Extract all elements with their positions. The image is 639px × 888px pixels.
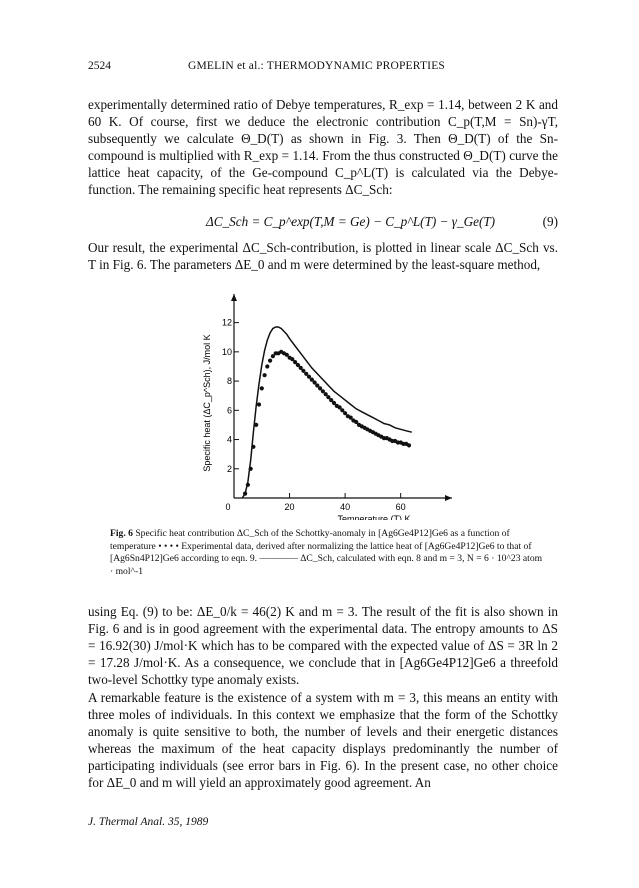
after-figure-paragraph [88,604,558,689]
after-figure-text: using Eq. (9) to be: ΔE_0/k = 46(2) K and m = 3. The result of the fit is also shown in Fig. 6 and is in good agreement with the experimental data. The entropy amounts to ΔS = 16.92(30) J/mol·K which has to be compared with the expected value of ΔS = 3R ln 2 = 17.28 J/mol·K. As a consequence, we conclude that in [Ag6Ge4P12]Ge6 a threefold two-level Schottky type anomaly exists. [88,604,558,687]
y-tick-label: 10 [221,346,232,357]
final-paragraph [88,690,558,791]
y-tick-label: 12 [221,317,232,328]
y-tick-label: 2 [226,463,232,474]
figure-6 [190,290,460,525]
data-point [263,373,267,377]
data-point [265,364,269,368]
data-point [254,423,258,427]
running-title: GMELIN et al.: THERMODYNAMIC PROPERTIES [188,60,446,72]
journal-footer: J. Thermal Anal. 35, 1989 [88,816,209,828]
caption-label: Fig. 6 [110,528,133,539]
data-point [243,492,247,496]
intro-paragraph [88,97,558,198]
data-point [407,443,411,447]
equation-number: (9) [542,214,558,229]
data-point [251,445,255,449]
result-paragraph-text: Our result, the experimental ΔC_Sch-contribution, is plotted in linear scale ΔC_Sch vs. T in Fig. 6. The parameters ΔE_0 and m were determined by the least-square method, [88,240,558,272]
x-tick-label: 60 [395,502,406,512]
data-point [257,402,261,406]
data-point [246,483,250,487]
x-axis-arrow [445,495,452,501]
y-tick-label: 4 [226,434,232,445]
x-tick-label: 20 [284,502,295,512]
intro-paragraph-text: experimentally determined ratio of Debye temperatures, R_exp = 1.14, between 2 K and 60 K. Of course, first we deduce the electronic contribution C_p(T,M = Sn)-γT, subsequently we calculate Θ_D(T) as shown in Fig. 3. Then Θ_D(T) of the Sn-compound is multiplied with R_exp = 1.14. From the thus constructed Θ_D(T) curve the lattice heat capacity, of the Ge-compound C_p^L(T) is calculated via the Debye-function. The remaining specific heat represents ΔC_Sch: [88,97,558,197]
figure-caption [110,528,545,578]
data-point [260,386,264,390]
data-point [249,467,253,471]
caption-text: Specific heat contribution ΔC_Sch of the Schottky-anomaly in [Ag6Ge4P12]Ge6 as a function of temperature • • • • Experimental data, derived after normalizing the lattice heat of [Ag6Ge4P12]Ge6 to that of [Ag6Sn4P12]Ge6 according to eqn. 9. ———— ΔC_Sch, calculated with eqn. 8 and m = 3, N = 6 · 10^23 atom · mol^-1 [110,528,543,577]
page-number: 2524 [88,60,111,72]
y-axis-label: Specific heat (ΔC_p^Sch), J/mol K [202,334,212,472]
y-axis-arrow [231,294,237,301]
x-tick-label: 40 [340,502,351,512]
x-tick-label: 0 [225,502,231,512]
calculated-curve [242,327,411,498]
y-tick-label: 6 [226,405,232,416]
data-point [268,359,272,363]
schottky-chart [190,290,460,520]
result-paragraph [88,240,558,274]
equation-body: ΔC_Sch = C_p^exp(T,M = Ge) − C_p^L(T) − γ_Ge(T) [206,214,496,229]
final-paragraph-text: A remarkable feature is the existence of a system with m = 3, this means an entity with three moles of individuals. In this context we emphasize that the form of the Schottky anomaly is quite sensitive to both, the number of levels and their energetic distances whereas the maximum of the heat capacity displays predominantly the number of participating individuals (see error bars in Fig. 6). In the present case, no other choice for ΔE_0 and m will yield an approximately good agreement. An [88,690,558,790]
y-tick-label: 8 [226,376,232,387]
x-axis-label: Temperature (T),K [337,514,411,520]
